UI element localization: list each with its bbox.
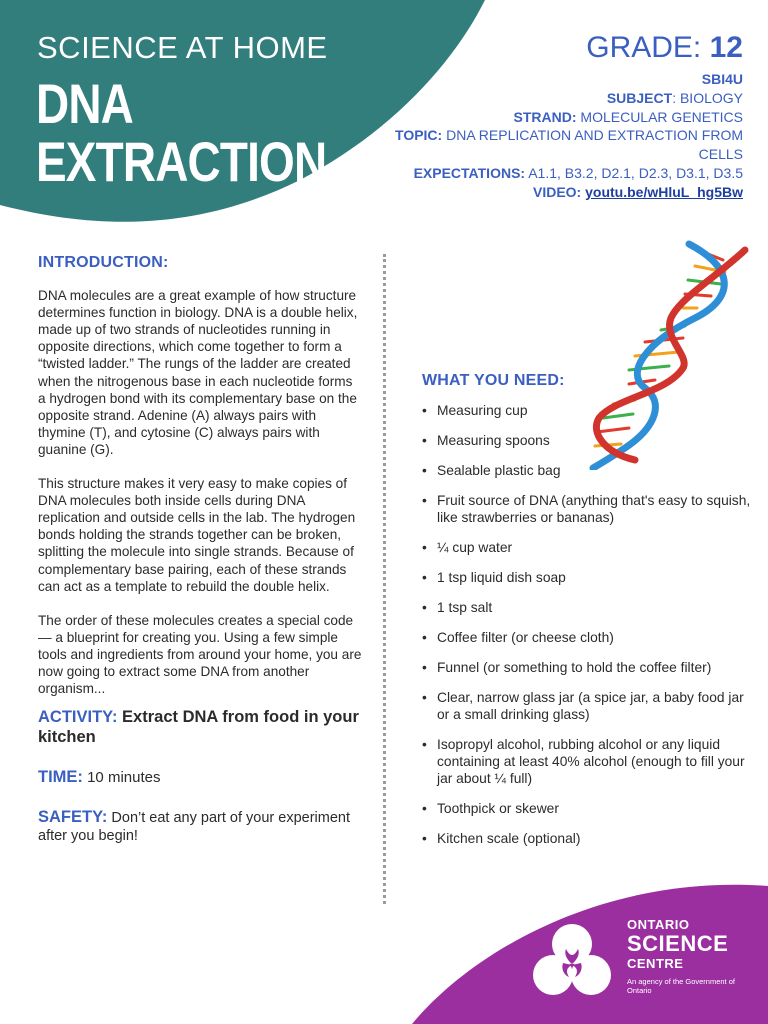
activity-section xyxy=(38,707,363,747)
safety-label: SAFETY: xyxy=(38,808,108,827)
materials-list xyxy=(422,402,752,860)
video-line xyxy=(383,183,743,202)
ontario-science-centre-logo-icon xyxy=(530,919,614,1003)
column-divider xyxy=(383,254,386,904)
curriculum-info xyxy=(383,30,743,202)
time-label: TIME: xyxy=(38,768,83,787)
topic-value: DNA REPLICATION AND EXTRACTION FROM CELLS xyxy=(446,127,743,163)
safety-value: Don’t eat any part of your experiment after you begin! xyxy=(38,810,350,845)
list-item: • Coffee filter (or cheese cloth) xyxy=(422,629,752,646)
video-label: VIDEO: xyxy=(532,183,582,200)
course-code: SBI4U xyxy=(701,71,743,87)
list-item: • Isopropyl alcohol, rubbing alcohol or any liquid containing at least 40% alcohol (enough to fill your jar about ¼ full) xyxy=(422,736,752,787)
series-title: SCIENCE AT HOME xyxy=(37,30,328,65)
time-value: 10 minutes xyxy=(87,769,161,787)
intro-paragraph-1: DNA molecules are a great example of how structure determines function in biology. DNA is a double helix, made up of two strands of nucleotides running in opposite directions, which come together to form a “twisted ladder.” The rungs of the ladder are created when the nitrogenous base in each nucleotide forms a hydrogen bond with its complementary base on the opposite strand. Adenine (A) always pairs with thymine (T), and cytosine (C) always pairs with guanine (G). xyxy=(38,288,358,457)
list-item: • Clear, narrow glass jar (a spice jar, a baby food jar or a small drinking glass) xyxy=(422,689,752,723)
intro-paragraph-3: The order of these molecules creates a special code — a blueprint for creating you. Using a few simple tools and ingredients from around your home, you are now going to extract some DNA from another organism... xyxy=(38,612,362,697)
grade-value: 12 xyxy=(709,31,743,64)
video-link[interactable]: youtu.be/wHluL_hg5Bw xyxy=(585,183,743,200)
list-item: • 1 tsp liquid dish soap xyxy=(422,569,752,586)
page-title-line-1: DNA xyxy=(36,72,134,135)
intro-paragraph-2: This structure makes it very easy to make copies of DNA molecules both inside cells during DNA replication and outside cells in the lab. The hydrogen bonds holding the strands together can be broken, splitting the molecule into single strands. Because of complementary base pairing, each of these strands can act as a template to rebuild the double helix. xyxy=(38,476,356,594)
subject-value: BIOLOGY xyxy=(679,89,743,106)
activity-value: Extract DNA from food in your kitchen xyxy=(38,708,359,747)
subject-label: SUBJECT xyxy=(606,89,673,106)
strand-line xyxy=(383,108,743,127)
what-you-need-heading: WHAT YOU NEED: xyxy=(422,372,565,389)
grade-line xyxy=(383,30,743,66)
page-title xyxy=(36,72,327,193)
agency-text: An agency of the Government of Ontario xyxy=(627,977,735,995)
subject-line: SUBJECT: BIOLOGY xyxy=(606,89,743,106)
time-section xyxy=(38,769,363,786)
page-title-line-2: EXTRACTION xyxy=(36,130,327,193)
list-item: • Sealable plastic bag xyxy=(422,462,752,479)
left-column xyxy=(38,254,363,845)
activity-label: ACTIVITY: xyxy=(38,708,118,727)
safety-section xyxy=(38,808,363,845)
strand-value: MOLECULAR GENETICS xyxy=(580,108,743,125)
expectations-label: EXPECTATIONS: xyxy=(413,164,526,181)
topic-line xyxy=(383,126,743,164)
list-item: • Kitchen scale (optional) xyxy=(422,830,752,847)
ontario-science-centre-branding xyxy=(530,915,760,1015)
grade-label: GRADE: xyxy=(586,31,702,64)
expectations-line xyxy=(383,164,743,183)
expectations-value: A1.1, B3.2, D2.1, D2.3, D3.1, D3.5 xyxy=(528,164,743,181)
topic-label: TOPIC: xyxy=(395,127,443,144)
osc-line-2: SCIENCE xyxy=(627,931,729,956)
list-item: • ¼ cup water xyxy=(422,539,752,556)
list-item: • Measuring cup xyxy=(422,402,752,419)
list-item: • 1 tsp salt xyxy=(422,599,752,616)
strand-label: STRAND: xyxy=(513,108,577,125)
list-item: • Funnel (or something to hold the coffee filter) xyxy=(422,659,752,676)
list-item: • Toothpick or skewer xyxy=(422,800,752,817)
list-item: • Fruit source of DNA (anything that's easy to squish, like strawberries or bananas) xyxy=(422,492,752,526)
osc-line-3: CENTRE xyxy=(627,956,684,971)
list-item: • Measuring spoons xyxy=(422,432,752,449)
osc-wordmark xyxy=(627,917,728,971)
osc-line-1: ONTARIO xyxy=(627,917,690,932)
introduction-heading: INTRODUCTION: xyxy=(38,254,169,271)
